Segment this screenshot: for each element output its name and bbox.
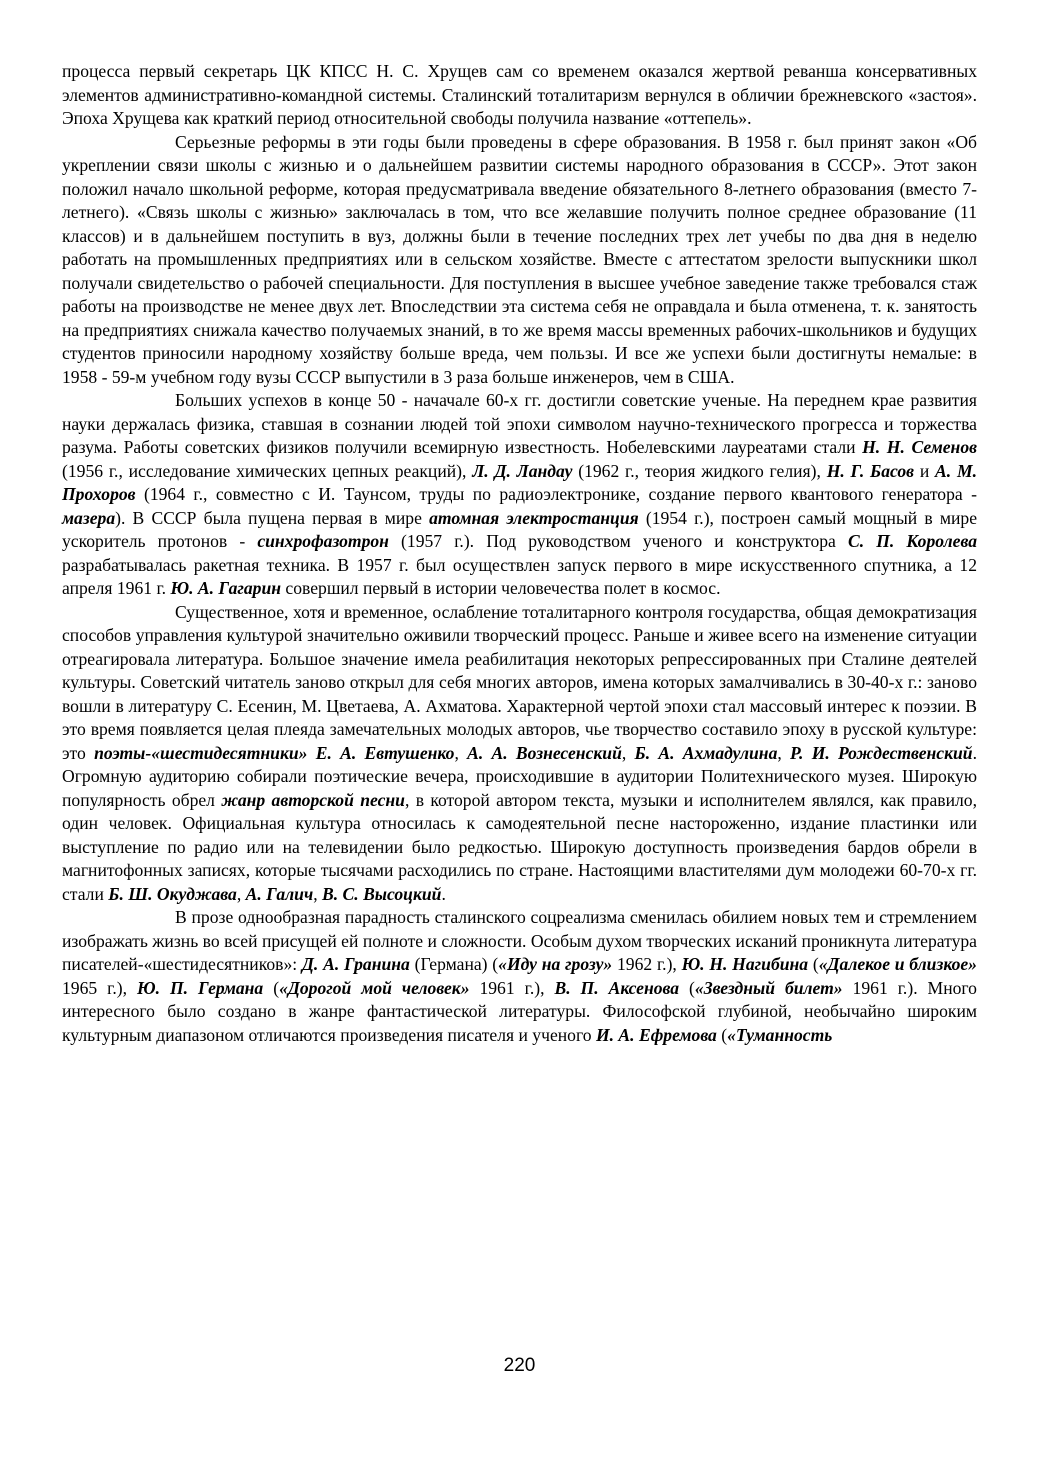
emphasized-term: «Дорогой мой человек»: [279, 977, 470, 998]
text-run: (: [263, 977, 280, 998]
paragraph: [62, 60, 977, 131]
text-run: (1954 г.), построен самый мощный в мире ускоритель протонов -: [62, 507, 978, 551]
paragraph: [62, 906, 977, 1047]
text-run: 1961 г.). Много интересного было создано в жанре фантастической литературы. Философской глубиной, необычайно широким культурным диапазоном отличаются произведения писателя и ученого: [62, 977, 977, 1045]
emphasized-term: Н. Г. Басов: [826, 460, 915, 481]
emphasized-term: жанр авторской песни: [221, 789, 405, 810]
emphasized-term: Д. А. Гранина: [301, 954, 410, 974]
text-run: . Огромную аудиторию собирали поэтические вечера, происходившие в аудитории Политехнического музея. Широкую популярность обрел: [62, 742, 977, 810]
text-run: В прозе однообразная парадность сталинского соцреализма сменилась обилием новых тем и стремлением изображать жизнь во всей присущей ей полноте и сложности. Особым духом творческих исканий проникнута литература писателей-«шестидесятников»:: [62, 907, 977, 974]
text-run: (1964 г., совместно с И. Таунсом, труды по радиоэлектронике, создание первого квантового генератора -: [135, 484, 977, 504]
emphasized-term: А. М. Прохоров: [62, 460, 977, 504]
text-run: разрабатывалась ракетная техника. В 1957 г. был осуществлен запуск первого в мире искусственного спутника, а 12 апреля 1961 г.: [62, 554, 977, 598]
text-run: (: [808, 954, 819, 974]
text-run: Существенное, хотя и временное, ослабление тоталитарного контроля государства, общая демократизация способов управления культурой значительно оживили творческий процесс. Раньше и живее всего на изменение ситуации отреагировала литература. Большое значение имела реабилитация некоторых репрессированных при Сталине деятелей культуры. Советский читатель заново открыл для себя многих авторов, имена которых замалчивались в 30-40-х г.: заново вошли в литературу С. Есенин, М. Цветаева, А. Ахматова. Характерной чертой эпохи стал массовый интерес к поэзии. В это время появляется целая плеяда замечательных молодых авторов, чье творчество составило эпоху в русской культуре: это: [62, 601, 977, 763]
text-run: (1957 г.). Под руководством ученого и конструктора: [388, 531, 848, 551]
text-run: Больших успехов в конце 50 - начачале 60-х гг. достигли советские ученые. На переднем крае развития науки держалась физика, ставшая в сознании людей той эпохи символом научно-технического прогресса и торжества разума. Работы советских физиков получили всемирную известность. Нобелевскими лауреатами стали: [62, 390, 977, 457]
text-run: (: [679, 977, 695, 998]
emphasized-term: «Иду на грозу»: [498, 954, 613, 974]
paragraph: [62, 389, 977, 601]
text-run: совершил первый в истории человечества полет в космос.: [281, 578, 721, 598]
text-run: и: [914, 460, 936, 481]
text-run: (Германа) (: [409, 954, 499, 974]
text-run: , в которой автором текста, музыки и исполнителем являлся, как правило, один человек. Официальная культура относилась к самодеятельной песне настороженно, издание пластинки или выступление по радио или на телевидении было редкостью. Широкую доступность произведения бардов обрели в магнитофонных записях, которые тысячами расходились по стране. Настоящими властителями дум молодежи 60-70-х гг. стали: [62, 789, 977, 904]
text-run: (1962 г., теория жидкого гелия),: [572, 460, 827, 481]
emphasized-term: Ю. Н. Нагибина: [681, 954, 809, 974]
emphasized-term: С. П. Королева: [847, 531, 977, 551]
emphasized-term: В. С. Высоцкий: [322, 883, 442, 904]
emphasized-term: И. А. Ефремова: [595, 1024, 717, 1045]
text-run: Серьезные реформы в эти годы были проведены в сфере образования. В 1958 г. был принят закон «Об укреплении связи школы с жизнью и о дальнейшем развитии системы народного образования в СССР». Этот закон положил начало школьной реформе, которая предусматривала введение обязательного 8-летнего образования (вместо 7-летнего). «Связь школы с жизнью» заключалась в том, что все желавшие получить полное среднее образование (11 классов) и в дальнейшем поступить в вуз, должны были в течение последних трех лет учебы по два дня в неделю работать на промышленных предприятиях или в сельском хозяйстве. Вместе с аттестатом зрелости выпускники школ получали свидетельство о рабочей специальности. Для поступления в высшее учебное заведение также требовался стаж работы на производстве не менее двух лет. Впоследствии эта система себя не оправдала и была отменена, т. к. занятость на предприятиях снижала качество получаемых знаний, в то же время массы временных рабочих-школьников и будущих студентов приносили народному хозяйству больше вреда, чем пользы. И все же успехи были достигнуты немалые: в 1958 - 59-м учебном году вузы СССР выпустили в 3 раза больше инженеров, чем в США.: [62, 131, 977, 387]
emphasized-term: мазера: [62, 507, 116, 528]
emphasized-term: Ю. П. Германа: [137, 977, 264, 998]
emphasized-term: «Звездный билет»: [694, 977, 843, 998]
emphasized-term: Л. Д. Ландау: [472, 460, 573, 481]
emphasized-term: поэты-«шестидесятники» Е. А. Евтушенко: [94, 742, 455, 763]
page-body: [62, 60, 977, 1047]
emphasized-term: В. П. Аксенова: [554, 977, 680, 998]
emphasized-term: «Далекое и близкое»: [818, 954, 977, 974]
page-number: 220: [503, 1355, 536, 1376]
text-run: ,: [621, 742, 635, 763]
emphasized-term: Ю. А. Гагарин: [170, 578, 282, 598]
emphasized-term: А. Галич: [245, 883, 314, 904]
emphasized-term: синхрофазотрон: [257, 531, 389, 551]
emphasized-term: атомная электростанция: [429, 507, 639, 528]
text-run: 1961 г.),: [469, 977, 555, 998]
text-run: 1965 г.),: [62, 977, 137, 998]
paragraph: [62, 131, 977, 390]
text-run: (: [716, 1024, 728, 1045]
text-run: ,: [236, 883, 246, 904]
emphasized-term: Б. А. Ахмадулина: [634, 742, 778, 763]
text-run: (1956 г., исследование химических цепных реакций),: [62, 460, 473, 481]
text-run: .: [441, 883, 446, 904]
emphasized-term: «Туманность: [727, 1024, 833, 1045]
paragraph: [62, 601, 977, 907]
text-run: ,: [777, 742, 791, 763]
text-run: ). В СССР была пущена первая в мире: [115, 507, 430, 528]
text-run: процесса первый секретарь ЦК КПСС Н. С. Хрущев сам со временем оказался жертвой реванша консервативных элементов административно-командной системы. Сталинский тоталитаризм вернулся в обличии брежневского «застоя». Эпоха Хрущева как краткий период относительной свободы получила название «оттепель».: [62, 61, 977, 128]
text-run: 1962 г.),: [612, 954, 682, 974]
emphasized-term: А. А. Вознесенский: [467, 742, 622, 763]
emphasized-term: Б. Ш. Окуджава: [108, 883, 237, 904]
text-run: ,: [454, 742, 468, 763]
emphasized-term: Р. И. Рождественский: [790, 742, 973, 763]
text-run: ,: [313, 883, 322, 904]
emphasized-term: Н. Н. Семенов: [862, 437, 977, 457]
